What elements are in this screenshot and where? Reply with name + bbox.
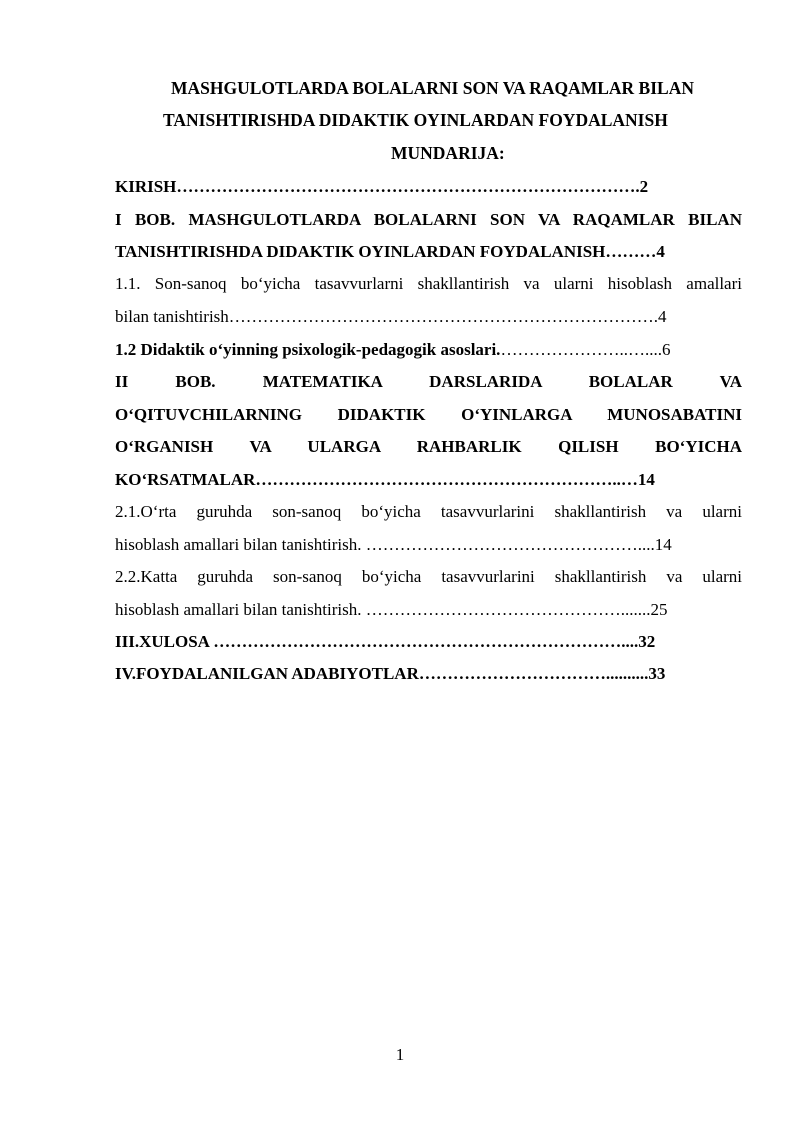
document-title-line-2: TANISHTIRISHDA DIDAKTIK OYINLARDAN FOYDALANISH <box>163 110 668 130</box>
toc-entry-1-2-title: 1.2 Didaktik o‘yinning psixologik-pedagogik asoslari. <box>115 340 501 359</box>
toc-entry-2-2-line-2: hisoblash amallari bilan tanishtirish. ……………………………………….......25 <box>115 600 668 619</box>
toc-entry-chapter-2-line-2: O‘QITUVCHILARNING DIDAKTIK O‘YINLARGA MUNOSABATINI <box>115 405 742 424</box>
toc-entry-chapter-1-line-2: TANISHTIRISHDA DIDAKTIK OYINLARDAN FOYDALANISH………4 <box>115 242 665 261</box>
toc-entry-2-1-line-2: hisoblash amallari bilan tanishtirish. …………………………………………....14 <box>115 535 672 554</box>
toc-entry-1-2 <box>115 341 742 358</box>
toc-entry-1-2-dots: …………………..…....6 <box>500 340 671 359</box>
page-number: 1 <box>395 1045 405 1064</box>
toc-entry-chapter-2-line-1: II BOB. MATEMATIKA DARSLARIDA BOLALAR VA <box>115 372 742 391</box>
contents-heading: MUNDARIJA: <box>391 143 505 163</box>
toc-entry-1-1-line-1: 1.1. Son-sanoq bo‘yicha tasavvurlarni shakllantirish va ularni hisoblash amallari <box>115 274 742 293</box>
toc-entry-references: IV.FOYDALANILGAN ADABIYOTLAR……………………………..........33 <box>115 664 666 683</box>
toc-entry-chapter-2-line-3: O‘RGANISH VA ULARGA RAHBARLIK QILISH BO‘YICHA <box>115 437 742 456</box>
toc-entry-chapter-2-line-4: KO‘RSATMALAR………………………………………………………..…14 <box>115 470 655 489</box>
toc-entry-2-1-line-1: 2.1.O‘rta guruhda son-sanoq bo‘yicha tasavvurlarini shakllantirish va ularni <box>115 502 742 521</box>
document-title-line-1: MASHGULOTLARDA BOLALARNI SON VA RAQAMLAR BILAN <box>171 78 694 98</box>
toc-entry-kirish: KIRISH……………………………………………………………………….2 <box>115 177 649 196</box>
toc-entry-2-2-line-1: 2.2.Katta guruhda son-sanoq bo‘yicha tasavvurlarini shakllantirish va ularni <box>115 567 742 586</box>
toc-entry-1-1-line-2: bilan tanishtirish………………………………………………………………….4 <box>115 307 667 326</box>
toc-entry-chapter-1-line-1: I BOB. MASHGULOTLARDA BOLALARNI SON VA RAQAMLAR BILAN <box>115 210 742 229</box>
toc-entry-conclusion: III.XULOSA ………………………………………………………………....32 <box>115 632 656 651</box>
